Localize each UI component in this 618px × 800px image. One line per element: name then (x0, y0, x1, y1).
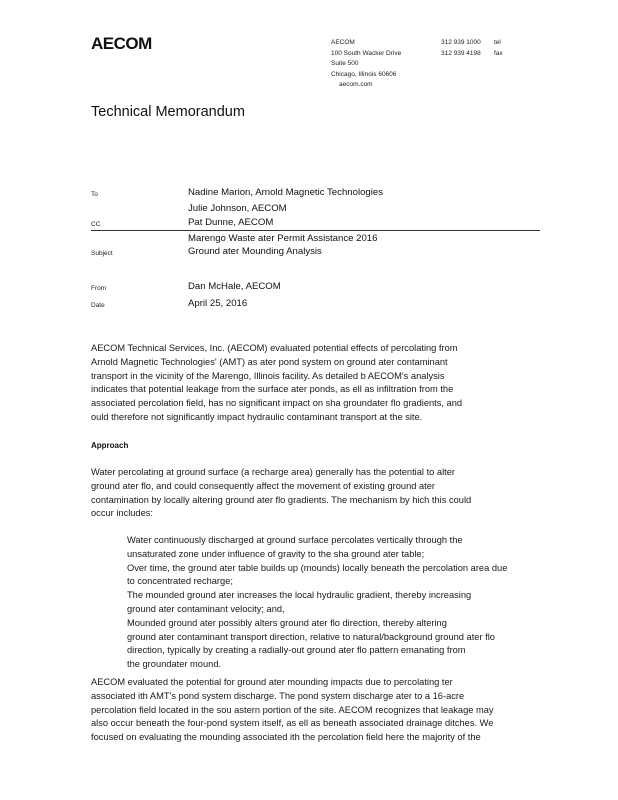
intro-paragraph (91, 342, 553, 425)
intro-line: transport in the vicinity of the Marengo, Illinois facility. As detailed b AECOM's analysis (91, 370, 445, 381)
list-item-line: Water continuously discharged at ground surface percolates vertically through the (127, 535, 463, 545)
memo-title: Technical Memorandum (91, 104, 245, 120)
closing-line: AECOM evaluated the potential for ground ater mounding impacts due to percolating ter (91, 677, 453, 687)
header-divider (91, 230, 540, 231)
list-item-line: unsaturated zone under influence of gravity to the sha ground ater table; (127, 548, 425, 559)
mechanism-list (108, 534, 558, 672)
letterhead-address (331, 38, 401, 91)
list-item-line: Mounded ground ater possibly alters ground ater flo direction, thereby altering (127, 617, 447, 628)
approach-line: contamination by locally altering ground ater flo gradients. The mechanism by hich this could (91, 494, 472, 505)
list-item-line: to concentrated recharge; (127, 576, 233, 587)
closing-line: percolation field located in the sou astern portion of the site. AECOM recognizes that leakage may (91, 704, 494, 715)
to-label: To (91, 191, 98, 198)
list-item-line: ground ater contaminant transport direction, relative to natural/background ground ater flo (127, 631, 495, 642)
list-item-line: direction, typically by creating a radially-out ground ater flo pattern emanating from (127, 645, 466, 656)
closing-line: also occur beneath the four-pond system itself, as ell as beneath associated drainage ditches. We (91, 718, 494, 729)
date-value: April 25, 2016 (188, 298, 248, 309)
address-line: Chicago, Illinois 60606 (331, 70, 397, 78)
intro-line: AECOM Technical Services, Inc. (AECOM) evaluated potential effects of percolating from (91, 343, 458, 353)
intro-line: Arnold Magnetic Technologies' (AMT) as ater pond system on ground ater contaminant (91, 356, 448, 367)
intro-line: ould therefore not significantly impact hydraulic contaminant transport at the site. (91, 411, 423, 422)
list-item (108, 589, 558, 617)
subject-line-1: Marengo Waste ater Permit Assistance 2016 (188, 233, 378, 244)
closing-line: associated ith AMT's pond system discharge. The pond system discharge ater to a 16-acre (91, 690, 465, 701)
address-line: Suite 500 (331, 60, 359, 67)
from-value: Dan McHale, AECOM (188, 281, 281, 292)
list-item (108, 562, 558, 590)
website-link[interactable]: aecom.com (339, 81, 373, 88)
approach-heading: Approach (91, 441, 129, 450)
fax-label: fax (494, 49, 503, 57)
approach-paragraph (91, 466, 553, 521)
cc-label: CC (91, 221, 101, 228)
subject-label: Subject (91, 250, 113, 257)
subject-line-2: Ground ater Mounding Analysis (188, 246, 322, 257)
intro-line: associated percolation field, has no significant impact on sha groundater flo gradients, and (91, 398, 463, 409)
closing-line: focused on evaluating the mounding associated ith the percolation field here the majority of the (91, 732, 481, 743)
cc-recipient: Pat Dunne, AECOM (188, 217, 274, 228)
to-recipient-1: Nadine Marion, Arnold Magnetic Technologies (188, 187, 384, 198)
letterhead-phones (441, 38, 503, 59)
date-label: Date (91, 302, 105, 309)
address-line: AECOM (331, 39, 355, 46)
approach-line: Water percolating at ground surface (a recharge area) generally has the potential to alter (91, 467, 455, 477)
list-item (108, 617, 558, 672)
phone-row-fax (441, 49, 503, 60)
list-item-line: ground ater contaminant velocity; and, (127, 603, 285, 614)
list-item-line: Over time, the ground ater table builds up (mounds) locally beneath the percolation area due (127, 562, 508, 573)
aecom-logo: AECOM (91, 34, 152, 53)
list-item-line: The mounded ground ater increases the local hydraulic gradient, thereby increasing (127, 590, 472, 601)
list-item-line: the groundater mound. (127, 659, 222, 670)
phone-number: 312 939 1000 (441, 39, 481, 46)
list-item (108, 534, 558, 562)
approach-line: ground ater flo, and could consequently affect the movement of existing ground ater (91, 480, 436, 491)
approach-line: occur includes: (91, 508, 154, 519)
phone-row-tel (441, 38, 503, 49)
phone-label: tel (494, 39, 501, 46)
fax-number: 312 939 4198 (441, 49, 481, 57)
address-line: 100 South Wacker Drive (331, 49, 402, 57)
to-recipient-2: Julie Johnson, AECOM (188, 203, 287, 214)
closing-paragraph (91, 676, 553, 745)
intro-line: indicates that potential leakage from the surface ater ponds, as ell as infiltration from the (91, 384, 454, 395)
from-label: From (91, 285, 107, 292)
